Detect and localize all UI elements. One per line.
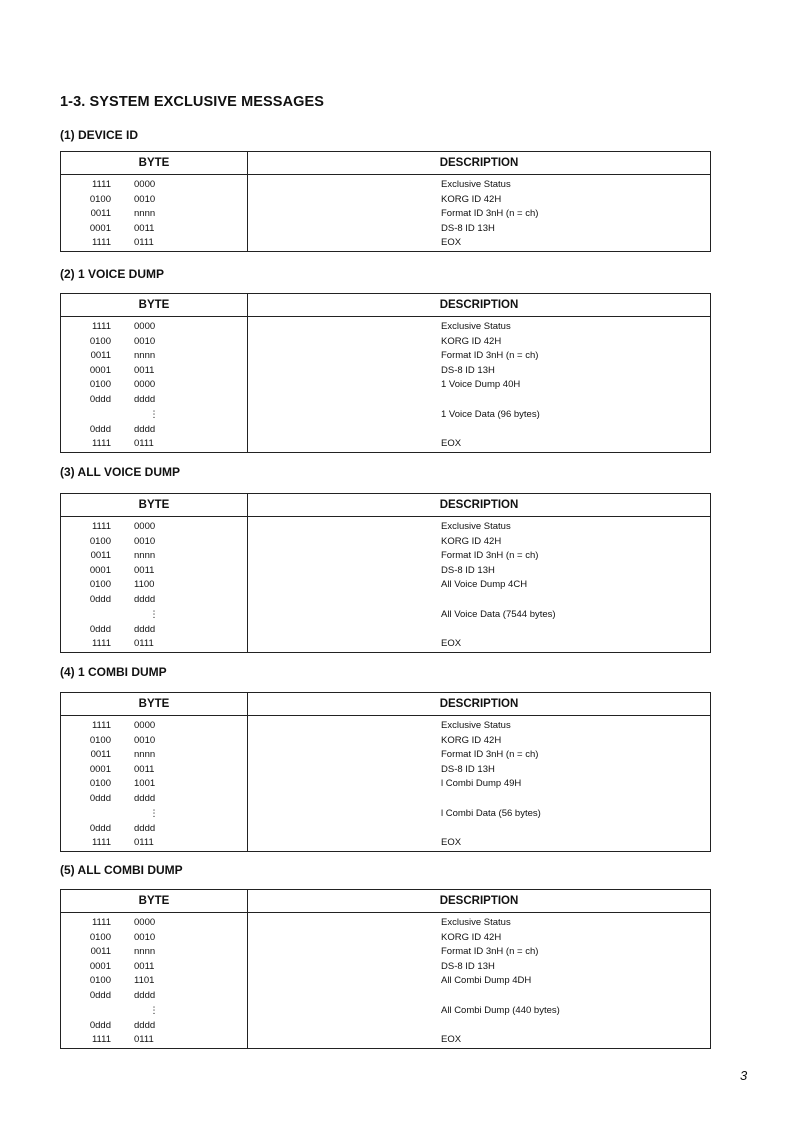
description-cell: 1 Voice Data (96 bytes) (441, 408, 540, 420)
byte-high-nibble: 0100 (89, 335, 111, 347)
byte-cell (61, 517, 248, 535)
byte-cell (61, 317, 248, 335)
description-cell: EOX (441, 237, 462, 248)
section-title-1-voice-dump: (2) 1 VOICE DUMP (60, 267, 165, 281)
section-title-1-combi-dump: (4) 1 COMBI DUMP (60, 665, 167, 679)
byte-high-nibble: 0001 (89, 564, 111, 576)
byte-low-nibble: dddd (134, 423, 156, 435)
byte-low-nibble: 0000 (134, 720, 156, 731)
byte-low-nibble: 1101 (134, 975, 155, 986)
byte-low-nibble: dddd (134, 623, 156, 635)
byte-cell (61, 792, 248, 807)
description-cell: Format ID 3nH (n = ch) (441, 550, 539, 561)
table-row (61, 578, 711, 593)
table-row (61, 931, 711, 946)
description-header: DESCRIPTION (248, 152, 711, 175)
description-cell (248, 822, 711, 837)
description-cell (248, 393, 711, 408)
table-row (61, 549, 711, 564)
table-header-row (61, 494, 711, 517)
byte-low-nibble: 1001 (134, 778, 156, 789)
ellipsis-marker: ⋮ (149, 1005, 159, 1015)
byte-low-nibble: 0000 (134, 917, 156, 928)
description-cell: Format ID 3nH (n = ch) (441, 208, 539, 219)
page-number: 3 (740, 1068, 748, 1083)
byte-high-nibble: 0001 (89, 763, 111, 775)
byte-cell (61, 407, 248, 423)
byte-low-nibble: nnnn (134, 208, 156, 219)
description-cell: DS-8 ID 13H (441, 960, 495, 972)
byte-header: BYTE (61, 294, 248, 317)
description-cell: KORG ID 42H (441, 335, 502, 347)
table-row (61, 792, 711, 807)
byte-high-nibble: 0ddd (89, 623, 111, 635)
byte-low-nibble: 0010 (134, 931, 156, 943)
table-row (61, 1019, 711, 1034)
description-header: DESCRIPTION (248, 890, 711, 913)
byte-cell (61, 989, 248, 1004)
page-title: 1-3. SYSTEM EXCLUSIVE MESSAGES (60, 94, 325, 110)
byte-high-nibble: 1111 (91, 1034, 111, 1045)
description-cell: EOX (441, 837, 462, 848)
table-row (61, 637, 711, 652)
byte-cell (61, 393, 248, 408)
byte-low-nibble: nnnn (134, 350, 156, 361)
device-id-table (60, 151, 711, 252)
description-cell: DS-8 ID 13H (441, 222, 495, 234)
byte-cell (61, 364, 248, 379)
all-combi-dump-table (60, 889, 711, 1049)
byte-cell (61, 578, 248, 593)
description-cell (248, 423, 711, 438)
byte-high-nibble: 0011 (90, 550, 111, 561)
description-cell: l Combi Data (56 bytes) (441, 807, 541, 819)
description-cell: Exclusive Status (441, 917, 511, 928)
byte-cell (61, 623, 248, 638)
description-cell: Exclusive Status (441, 720, 511, 731)
byte-low-nibble: 0010 (134, 734, 156, 746)
byte-high-nibble: 1111 (91, 521, 111, 532)
byte-low-nibble: 0011 (134, 364, 155, 376)
byte-cell (61, 207, 248, 222)
table-row (61, 423, 711, 438)
description-cell: KORG ID 42H (441, 931, 502, 943)
byte-high-nibble: 0100 (89, 931, 111, 943)
byte-high-nibble: 0100 (89, 778, 111, 789)
byte-cell (61, 748, 248, 763)
description-cell (248, 792, 711, 807)
byte-low-nibble: dddd (134, 393, 156, 405)
section-title-all-voice-dump: (3) ALL VOICE DUMP (60, 465, 181, 479)
table-row (61, 175, 711, 193)
table-row (61, 945, 711, 960)
table-body (61, 913, 711, 1049)
byte-low-nibble: 0111 (134, 237, 154, 248)
table-row (61, 989, 711, 1004)
byte-cell (61, 549, 248, 564)
table-row (61, 437, 711, 452)
section-title-device-id: (1) DEVICE ID (60, 128, 139, 142)
table-row (61, 207, 711, 222)
table-row (61, 763, 711, 778)
byte-high-nibble: 0100 (89, 734, 111, 746)
byte-low-nibble: 0000 (134, 179, 156, 190)
byte-cell (61, 378, 248, 393)
section-title-all-combi-dump: (5) ALL COMBI DUMP (60, 863, 183, 877)
byte-cell (61, 913, 248, 931)
1-combi-dump-table (60, 692, 711, 852)
description-cell (248, 989, 711, 1004)
byte-cell (61, 931, 248, 946)
byte-high-nibble: 0ddd (89, 593, 111, 605)
byte-low-nibble: 0011 (134, 960, 155, 972)
byte-high-nibble: 0001 (89, 222, 111, 234)
byte-low-nibble: 0010 (134, 335, 156, 347)
byte-header: BYTE (61, 152, 248, 175)
all-voice-dump-table (60, 493, 711, 653)
table-row (61, 913, 711, 931)
byte-header: BYTE (61, 693, 248, 716)
byte-low-nibble: 1100 (134, 579, 155, 590)
byte-low-nibble: dddd (134, 1019, 156, 1031)
byte-cell (61, 777, 248, 792)
byte-cell (61, 593, 248, 608)
description-cell: KORG ID 42H (441, 734, 502, 746)
byte-low-nibble: dddd (134, 989, 156, 1001)
table-row (61, 393, 711, 408)
byte-cell (61, 960, 248, 975)
table-row (61, 822, 711, 837)
byte-cell (61, 836, 248, 851)
table-header-row (61, 693, 711, 716)
description-header: DESCRIPTION (248, 294, 711, 317)
table-row (61, 836, 711, 851)
table-body (61, 317, 711, 453)
table-row (61, 517, 711, 535)
description-cell: KORG ID 42H (441, 535, 502, 547)
table-body (61, 517, 711, 653)
byte-high-nibble: 0ddd (89, 1019, 111, 1031)
description-cell: All Combi Dump (440 bytes) (441, 1004, 560, 1016)
table-row (61, 564, 711, 579)
byte-cell (61, 734, 248, 749)
byte-low-nibble: 0011 (134, 763, 155, 775)
table-row (61, 1033, 711, 1048)
byte-high-nibble: 1111 (91, 917, 111, 928)
1-voice-dump-table (60, 293, 711, 453)
byte-cell (61, 349, 248, 364)
table-row (61, 806, 711, 822)
byte-cell (61, 1019, 248, 1034)
byte-high-nibble: 0001 (89, 364, 111, 376)
table-body (61, 716, 711, 852)
byte-cell (61, 806, 248, 822)
table-row (61, 364, 711, 379)
table-row (61, 748, 711, 763)
byte-cell (61, 822, 248, 837)
byte-high-nibble: 0ddd (89, 989, 111, 1001)
byte-low-nibble: 0111 (134, 837, 154, 848)
byte-high-nibble: 1111 (91, 321, 111, 332)
description-cell: DS-8 ID 13H (441, 364, 495, 376)
description-cell: All Voice Dump 4CH (441, 579, 528, 590)
byte-high-nibble: 0001 (89, 960, 111, 972)
description-cell: l Combi Dump 49H (441, 778, 522, 789)
byte-low-nibble: 0010 (134, 193, 156, 205)
byte-low-nibble: 0000 (134, 379, 156, 390)
description-header: DESCRIPTION (248, 693, 711, 716)
byte-high-nibble: 0100 (89, 193, 111, 205)
byte-cell (61, 193, 248, 208)
ellipsis-marker: ⋮ (149, 609, 159, 619)
table-row (61, 716, 711, 734)
table-row (61, 407, 711, 423)
table-row (61, 607, 711, 623)
byte-high-nibble: 0011 (90, 946, 111, 957)
byte-low-nibble: nnnn (134, 550, 156, 561)
table-row (61, 960, 711, 975)
description-cell: Format ID 3nH (n = ch) (441, 946, 539, 957)
table-header-row (61, 152, 711, 175)
byte-cell (61, 175, 248, 193)
description-cell: All Combi Dump 4DH (441, 975, 532, 986)
byte-high-nibble: 0011 (90, 350, 111, 361)
byte-cell (61, 637, 248, 652)
byte-cell (61, 1033, 248, 1048)
byte-high-nibble: 0ddd (89, 822, 111, 834)
byte-high-nibble: 1111 (91, 237, 111, 248)
table-header-row (61, 890, 711, 913)
byte-high-nibble: 1111 (91, 638, 111, 649)
byte-cell (61, 535, 248, 550)
description-cell: EOX (441, 438, 462, 449)
byte-cell (61, 335, 248, 350)
byte-header: BYTE (61, 890, 248, 913)
description-cell: Exclusive Status (441, 521, 511, 532)
byte-cell (61, 222, 248, 237)
byte-high-nibble: 1111 (91, 438, 111, 449)
table-row (61, 349, 711, 364)
byte-cell (61, 1003, 248, 1019)
ellipsis-marker: ⋮ (149, 409, 159, 419)
table-row (61, 222, 711, 237)
byte-cell (61, 236, 248, 251)
byte-low-nibble: 0000 (134, 521, 156, 532)
description-cell (248, 1019, 711, 1034)
byte-low-nibble: dddd (134, 593, 156, 605)
table-row (61, 734, 711, 749)
byte-low-nibble: 0010 (134, 535, 156, 547)
byte-high-nibble: 1111 (91, 837, 111, 848)
byte-low-nibble: dddd (134, 822, 156, 834)
description-cell (248, 623, 711, 638)
ellipsis-marker: ⋮ (149, 808, 159, 818)
table-row (61, 623, 711, 638)
description-cell: Exclusive Status (441, 179, 511, 190)
byte-cell (61, 564, 248, 579)
description-cell (248, 593, 711, 608)
table-row (61, 593, 711, 608)
byte-high-nibble: 0100 (89, 579, 111, 590)
table-row (61, 777, 711, 792)
table-row (61, 535, 711, 550)
description-cell: 1 Voice Dump 40H (441, 379, 521, 390)
description-cell: DS-8 ID 13H (441, 763, 495, 775)
table-row (61, 335, 711, 350)
byte-high-nibble: 0011 (90, 749, 111, 760)
table-body (61, 175, 711, 252)
description-cell: Format ID 3nH (n = ch) (441, 749, 539, 760)
byte-low-nibble: 0011 (134, 564, 155, 576)
byte-high-nibble: 0100 (89, 535, 111, 547)
byte-high-nibble: 1111 (91, 179, 111, 190)
byte-high-nibble: 1111 (91, 720, 111, 731)
table-row (61, 236, 711, 251)
description-cell: EOX (441, 1034, 462, 1045)
byte-cell (61, 763, 248, 778)
byte-cell (61, 423, 248, 438)
byte-low-nibble: 0000 (134, 321, 156, 332)
description-cell: Exclusive Status (441, 321, 511, 332)
table-row (61, 378, 711, 393)
byte-high-nibble: 0ddd (89, 423, 111, 435)
byte-header: BYTE (61, 494, 248, 517)
byte-high-nibble: 0ddd (89, 393, 111, 405)
byte-cell (61, 437, 248, 452)
description-cell: All Voice Data (7544 bytes) (441, 608, 556, 620)
table-header-row (61, 294, 711, 317)
table-row (61, 974, 711, 989)
table-row (61, 1003, 711, 1019)
byte-low-nibble: nnnn (134, 946, 156, 957)
byte-low-nibble: nnnn (134, 749, 156, 760)
description-cell: Format ID 3nH (n = ch) (441, 350, 539, 361)
byte-high-nibble: 0011 (90, 208, 111, 219)
byte-low-nibble: 0011 (134, 222, 155, 234)
byte-cell (61, 945, 248, 960)
description-cell: EOX (441, 638, 462, 649)
byte-high-nibble: 0100 (89, 379, 111, 390)
byte-cell (61, 716, 248, 734)
byte-low-nibble: 0111 (134, 438, 154, 449)
byte-cell (61, 607, 248, 623)
byte-low-nibble: dddd (134, 792, 156, 804)
byte-cell (61, 974, 248, 989)
description-header: DESCRIPTION (248, 494, 711, 517)
table-row (61, 317, 711, 335)
description-cell: KORG ID 42H (441, 193, 502, 205)
byte-high-nibble: 0100 (89, 975, 111, 986)
byte-high-nibble: 0ddd (89, 792, 111, 804)
byte-low-nibble: 0111 (134, 1034, 154, 1045)
description-cell: DS-8 ID 13H (441, 564, 495, 576)
byte-low-nibble: 0111 (134, 638, 154, 649)
table-row (61, 193, 711, 208)
